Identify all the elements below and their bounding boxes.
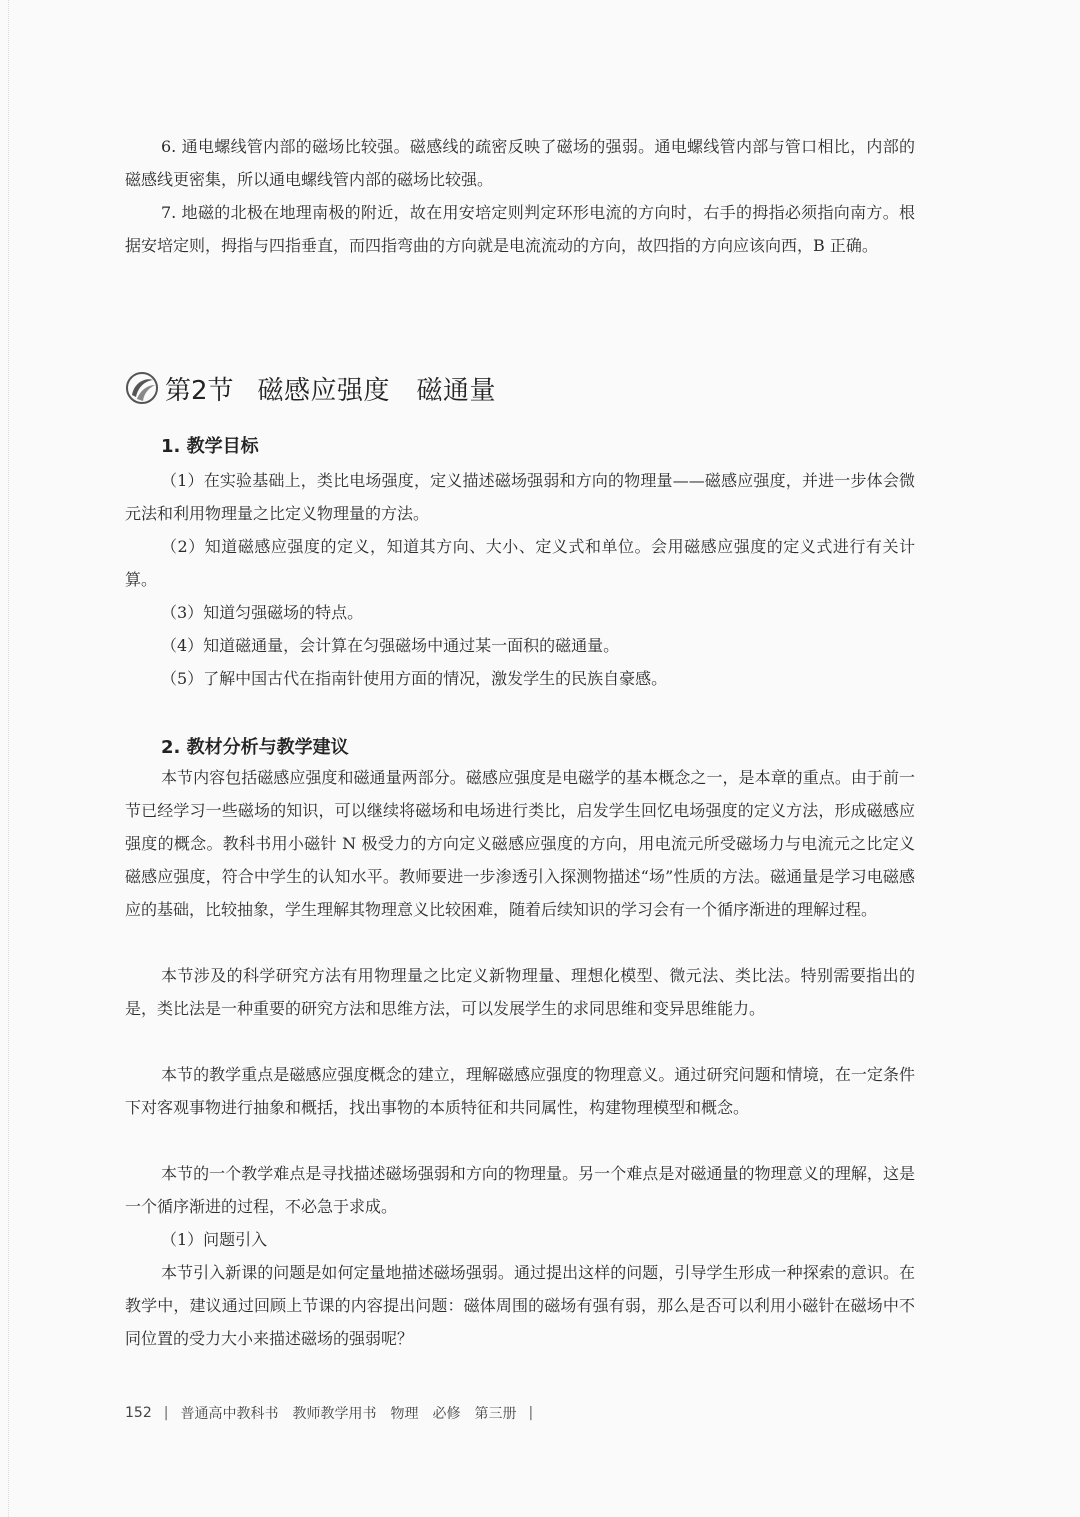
analysis-paragraph-3: 本节的教学重点是磁感应强度概念的建立，理解磁感应强度的物理意义。通过研究问题和情境，在一定条件下对客观事物进行抽象和概括，找出事物的本质特征和共同属性，构建物理模型和概念。 [125,1065,915,1117]
footer-volume: 第三册 [474,1406,517,1422]
section-swirl-icon [125,371,159,405]
footer-separator-end: | [528,1405,534,1421]
analysis-heading: 2. 教材分析与教学建议 [161,737,349,758]
subsection-label: （1）问题引入 [161,1230,268,1249]
footer-book-series: 普通高中教科书 [180,1406,279,1422]
footer-separator: | [163,1405,169,1421]
analysis-paragraph-4: 本节的一个教学难点是寻找描述磁场强弱和方向的物理量。另一个难点是对磁通量的物理意义的理解，这是一个循序渐进的过程，不必急于求成。 [125,1164,915,1216]
goal-item-2: （2）知道磁感应强度的定义，知道其方向、大小、定义式和单位。会用磁感应强度的定义式进行有关计算。 [125,537,915,589]
analysis-paragraph-2: 本节涉及的科学研究方法有用物理量之比定义新物理量、理想化模型、微元法、类比法。特别需要指出的是，类比法是一种重要的研究方法和思维方法，可以发展学生的求同思维和变异思维能力。 [125,966,915,1018]
analysis-paragraph-1: 本节内容包括磁感应强度和磁通量两部分。磁感应强度是电磁学的基本概念之一，是本章的重点。由于前一节已经学习一些磁场的知识，可以继续将磁场和电场进行类比，启发学生回忆电场强度的定义方法，形成磁感应强度的概念。教科书用小磁针 N 极受力的方向定义磁感应强度的方向，用电流元所受磁场力与电流元之比定义磁感应强度，符合中学生的认知水平。教师要进一步渗透引入探测物描述“场”性质的方法。磁通量是学习电磁感应的基础，比较抽象，学生理解其物理意义比较困难，随着后续知识的学习会有一个循序渐进的理解过程。 [125,768,915,919]
goal-item-3: （3）知道匀强磁场的特点。 [161,603,364,622]
answer-item-7: 7. 地磁的北极在地理南极的附近，故在用安培定则判定环形电流的方向时，右手的拇指必须指向南方。根据安培定则，拇指与四指垂直，而四指弯曲的方向就是电流流动的方向，故四指的方向应该向西，B 正确。 [125,203,915,255]
page-edge-divider [8,0,10,1517]
goals-heading: 1. 教学目标 [161,436,259,457]
page-footer [125,1403,545,1423]
footer-book-type: 教师教学用书 [292,1406,377,1422]
goal-item-1: （1）在实验基础上，类比电场强度，定义描述磁场强弱和方向的物理量——磁感应强度，并进一步体会微元法和利用物理量之比定义物理量的方法。 [125,471,915,523]
answer-item-6: 6. 通电螺线管内部的磁场比较强。磁感线的疏密反映了磁场的强弱。通电螺线管内部与管口相比，内部的磁感线更密集，所以通电螺线管内部的磁场比较强。 [125,137,915,189]
footer-level: 必修 [432,1406,461,1422]
page-number: 152 [125,1405,152,1421]
section-title: 磁感应强度 磁通量 [257,375,497,406]
section-number: 第2节 [165,375,234,406]
section-heading [125,366,496,410]
footer-subject: 物理 [390,1406,419,1422]
goal-item-4: （4）知道磁通量，会计算在匀强磁场中通过某一面积的磁通量。 [161,636,620,655]
subsection-paragraph: 本节引入新课的问题是如何定量地描述磁场强弱。通过提出这样的问题，引导学生形成一种探索的意识。在教学中，建议通过回顾上节课的内容提出问题：磁体周围的磁场有强有弱，那么是否可以利用小磁针在磁场中不同位置的受力大小来描述磁场的强弱呢？ [125,1263,915,1348]
goal-item-5: （5）了解中国古代在指南针使用方面的情况，激发学生的民族自豪感。 [161,669,668,688]
